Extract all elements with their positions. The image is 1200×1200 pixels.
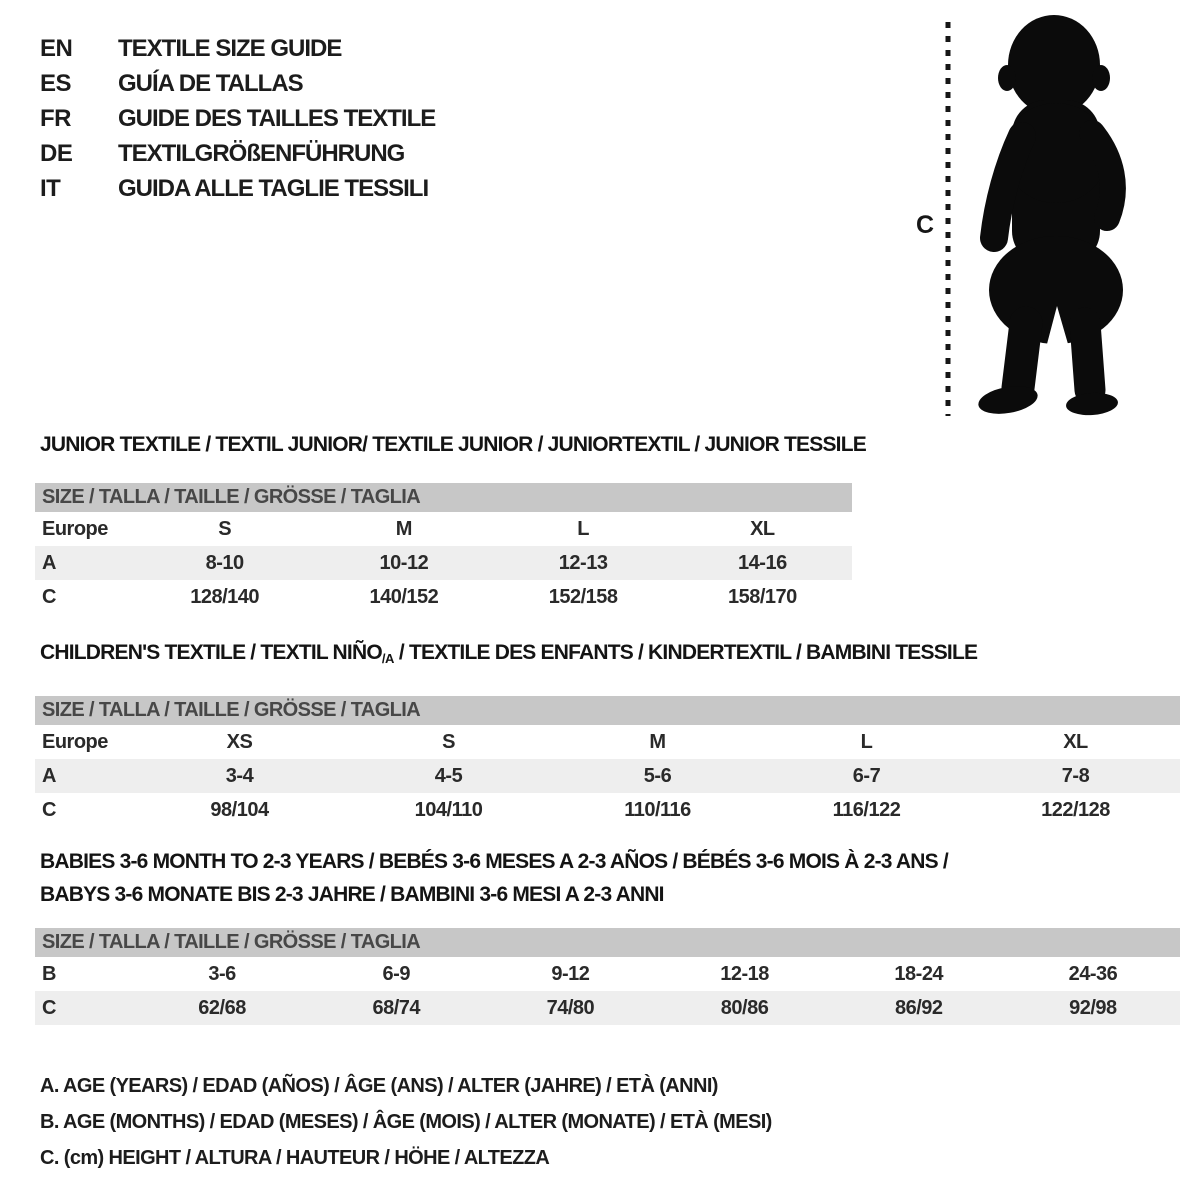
- size-cell: 92/98: [1069, 996, 1117, 1019]
- size-cell: 12-18: [720, 962, 769, 985]
- table-row: [35, 991, 1180, 1025]
- table-row: [35, 580, 852, 614]
- size-cell: S: [218, 517, 232, 540]
- size-cell: L: [860, 730, 873, 753]
- children-title-sub: /A: [381, 651, 394, 666]
- size-cell: 10-12: [379, 551, 429, 574]
- size-cell: 68/74: [372, 996, 421, 1019]
- children-size-table: [35, 696, 1180, 827]
- size-cell: 6-9: [382, 962, 410, 985]
- lang-code: DE: [40, 139, 73, 167]
- size-cell: 3-4: [225, 764, 254, 787]
- lang-title: GUIDA ALLE TAGLIE TESSILI: [118, 174, 429, 202]
- babies-size-table: [35, 928, 1180, 1025]
- babies-section: [35, 845, 1180, 1025]
- size-cell: 3-6: [208, 962, 236, 985]
- babies-title-line1: BABIES 3-6 MONTH TO 2-3 YEARS / BEBÉS 3-6 MESES A 2-3 AÑOS / BÉBÉS 3-6 MOIS À 2-3 ANS /: [40, 850, 948, 873]
- size-cell: 158/170: [727, 585, 797, 608]
- size-cell: XL: [750, 517, 775, 540]
- size-cell: L: [577, 517, 589, 540]
- size-cell: 18-24: [894, 962, 944, 985]
- size-cell: 80/86: [720, 996, 769, 1019]
- size-cell: 86/92: [894, 996, 943, 1019]
- row-label: Europe: [42, 730, 108, 753]
- lang-row-de: [40, 136, 435, 171]
- size-cell: 8-10: [205, 551, 244, 574]
- size-cell: XL: [1063, 730, 1088, 753]
- size-cell: 98/104: [210, 798, 269, 821]
- measure-legend: [40, 1068, 772, 1176]
- row-label: C: [42, 996, 56, 1019]
- size-cell: M: [649, 730, 666, 753]
- size-header-bar: SIZE / TALLA / TAILLE / GRÖSSE / TAGLIA: [35, 483, 852, 512]
- lang-row-it: [40, 171, 435, 206]
- size-cell: 14-16: [738, 551, 787, 574]
- row-label: C: [42, 798, 56, 821]
- size-cell: XS: [226, 730, 253, 753]
- lang-row-en: [40, 31, 435, 66]
- size-cell: 110/116: [624, 798, 691, 821]
- size-header-bar: SIZE / TALLA / TAILLE / GRÖSSE / TAGLIA: [35, 696, 1180, 725]
- table-row: [35, 546, 852, 580]
- size-cell: 128/140: [190, 585, 260, 608]
- size-cell: 74/80: [546, 996, 595, 1019]
- size-cell: M: [395, 517, 412, 540]
- lang-title: GUIDE DES TAILLES TEXTILE: [118, 104, 436, 132]
- size-cell: 116/122: [832, 798, 901, 821]
- table-row: [35, 957, 1180, 991]
- size-header-bar: SIZE / TALLA / TAILLE / GRÖSSE / TAGLIA: [35, 928, 1180, 957]
- size-cell: 4-5: [434, 764, 463, 787]
- height-measure-label: C: [916, 211, 934, 239]
- babies-section-title: [40, 845, 1180, 911]
- junior-size-table: [35, 483, 852, 614]
- toddler-body: [976, 15, 1123, 418]
- size-cell: 9-12: [551, 962, 590, 985]
- table-row: [35, 793, 1180, 827]
- size-cell: 62/68: [198, 996, 246, 1019]
- size-cell: 5-6: [643, 764, 672, 787]
- lang-row-es: [40, 66, 435, 101]
- junior-section: [35, 433, 866, 614]
- children-title-pre: CHILDREN'S TEXTILE / TEXTIL NIÑO: [40, 641, 382, 664]
- size-cell: 24-36: [1068, 962, 1118, 985]
- lang-code: FR: [40, 104, 71, 132]
- row-label: C: [42, 585, 56, 608]
- toddler-silhouette-icon: [900, 8, 1160, 423]
- children-title-post: / TEXTILE DES ENFANTS / KINDERTEXTIL / BAMBINI TESSILE: [393, 641, 978, 664]
- legend-line-c: C. (cm) HEIGHT / ALTURA / HAUTEUR / HÖHE / ALTEZZA: [40, 1147, 550, 1169]
- babies-title-line2: BABYS 3-6 MONATE BIS 2-3 JAHRE / BAMBINI 3-6 MESI A 2-3 ANNI: [40, 883, 664, 906]
- lang-title: TEXTILE SIZE GUIDE: [118, 34, 342, 62]
- lang-title: TEXTILGRÖßENFÜHRUNG: [118, 139, 405, 167]
- lang-code: IT: [40, 174, 61, 202]
- language-title-block: [40, 31, 435, 206]
- legend-line-a: A. AGE (YEARS) / EDAD (AÑOS) / ÂGE (ANS) / ALTER (JAHRE) / ETÀ (ANNI): [40, 1075, 718, 1097]
- size-cell: 12-13: [558, 551, 608, 574]
- children-section-title: [40, 641, 1180, 671]
- row-label: A: [42, 764, 56, 787]
- lang-code: EN: [40, 34, 73, 62]
- row-label: Europe: [42, 517, 108, 540]
- size-cell: 104/110: [414, 798, 483, 821]
- size-cell: 140/152: [369, 585, 439, 608]
- children-section: [35, 641, 1180, 827]
- lang-row-fr: [40, 101, 435, 136]
- table-row: [35, 512, 852, 546]
- size-cell: 152/158: [548, 585, 618, 608]
- junior-section-title: JUNIOR TEXTILE / TEXTIL JUNIOR/ TEXTILE JUNIOR / JUNIORTEXTIL / JUNIOR TESSILE: [40, 433, 866, 456]
- table-row: [35, 759, 1180, 793]
- lang-title: GUÍA DE TALLAS: [118, 69, 303, 97]
- size-cell: 122/128: [1041, 798, 1110, 821]
- row-label: B: [42, 962, 56, 985]
- size-cell: 7-8: [1061, 764, 1090, 787]
- legend-line-b: B. AGE (MONTHS) / EDAD (MESES) / ÂGE (MOIS) / ALTER (MONATE) / ETÀ (MESI): [40, 1111, 772, 1133]
- lang-code: ES: [40, 69, 72, 97]
- size-cell: S: [442, 730, 455, 753]
- row-label: A: [42, 551, 56, 574]
- table-row: [35, 725, 1180, 759]
- size-cell: 6-7: [852, 764, 881, 787]
